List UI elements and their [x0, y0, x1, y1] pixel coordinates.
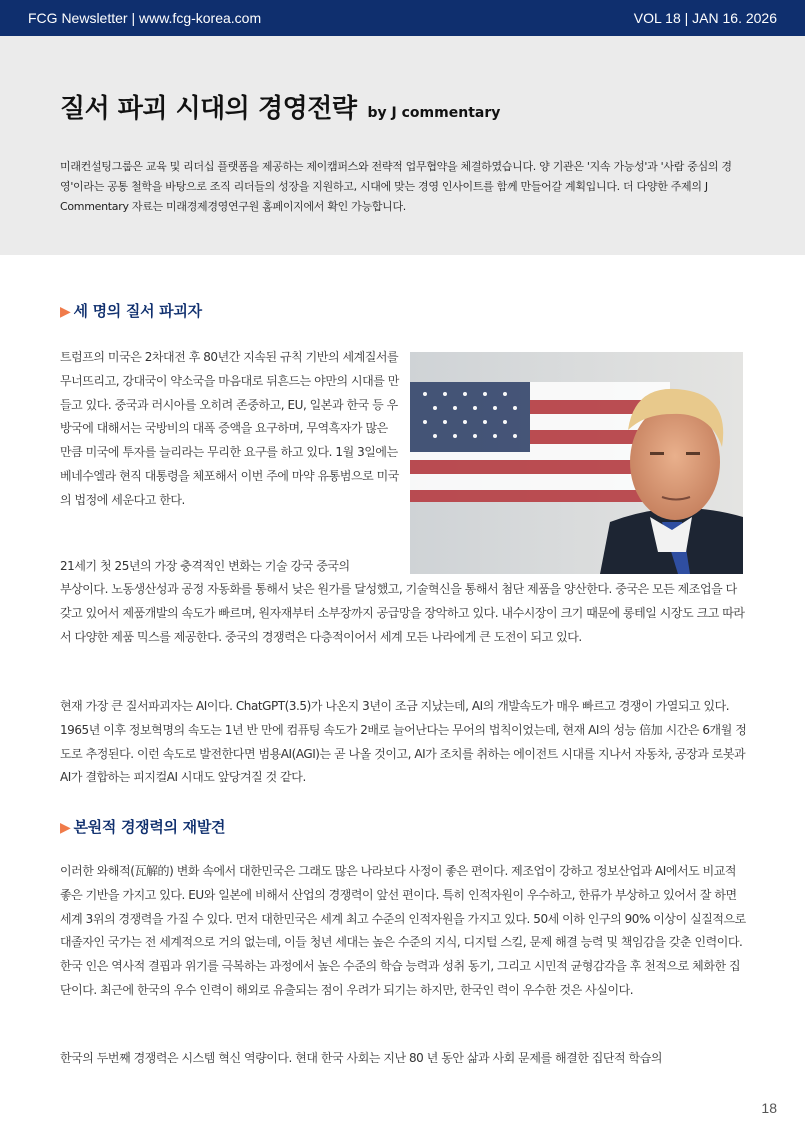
section-heading-1: [60, 300, 202, 321]
byline: by J commentary: [367, 105, 501, 121]
triangle-right-icon: ▶: [60, 820, 71, 836]
portrait-flag-image: [410, 352, 743, 574]
page-number: 18: [761, 1100, 777, 1116]
newsletter-info: FCG Newsletter | www.fcg-korea.com: [28, 10, 262, 26]
issue-info: VOL 18 | JAN 16. 2026: [633, 10, 777, 26]
header-panel: [0, 36, 805, 255]
intro-text: 미래컨설팅그룹은 교육 및 리더십 플랫폼을 제공하는 제이캠퍼스와 전략적 업무협약을 체결하였습니다. 양 기관은 '지속 가능성'과 '사람 중심의 경영'이라는 공통 철학을 바탕으로 조직 리더들의 성장을 지원하고, 시대에 맞는 경영 인사이트를 함께 만들어갈 계획입니다. 더 다양한 주제의 J Commentary 자료는 미래경제경영연구원 홈페이지에서 확인 가능합니다.: [60, 160, 732, 213]
title-row: [60, 88, 500, 125]
triangle-right-icon: ▶: [60, 304, 71, 320]
page-title: 질서 파괴 시대의 경영전략: [60, 94, 357, 124]
section-heading-text: 본원적 경쟁력의 재발견: [73, 818, 226, 836]
paragraph: 한국의 두번째 경쟁력은 시스템 혁신 역량이다. 현대 한국 사회는 지난 80 년 동안 삶과 사회 문제를 해결한 집단적 학습의: [60, 1051, 662, 1065]
section-heading-text: 세 명의 질서 파괴자: [73, 302, 202, 320]
paragraph: 이러한 와해적(瓦解的) 변화 속에서 대한민국은 그래도 많은 나라보다 사정이 좋은 편이다. 제조업이 강하고 정보산업과 AI에서도 비교적 좋은 기반을 가지고 있다. EU와 일본에 비해서 산업의 경쟁력이 앞선 편이다. 특히 인적자원이 우수하고, 한류가 부상하고 있어서 잘 하면 세계 3위의 경쟁력을 가질 수 있다. 먼저 대한민국은 세계 최고 수준의 인적자원을 가지고 있다. 50세 이하 인구의 90% 이상이 실질적으로 대졸자인 국가는 전 세계적으로 거의 없는데, 이들 청년 세대는 높은 수준의 지식, 디지털 스킬, 문제 해결 능력 및 책임감을 갖춘 인력이다. 한국 인은 역사적 결핍과 위기를 극복하는 과정에서 높은 수준의 학습 능력과 성취 동기, 그리고 시민적 균형감각을 후 천적으로 체화한 집단이다. 최근에 한국의 우수 인력이 해외로 유출되는 점이 우려가 되기는 하지만, 한국인 력이 우수한 것은 사실이다.: [60, 864, 746, 997]
paragraph: 현재 가장 큰 질서파괴자는 AI이다. ChatGPT(3.5)가 나온지 3년이 조금 지났는데, AI의 개발속도가 매우 빠르고 경쟁이 가열되고 있다. 1965년 이후 정보혁명의 속도는 1년 반 만에 컴퓨팅 속도가 2배로 늘어난다는 무어의 법칙이었는데, 현재 AI의 성능 倍加 시간은 6개월 정도로 추정된다. 이런 속도로 발전한다면 범용AI(AGI)는 곧 나올 것이고, AI가 조치를 취하는 에이전트 시대를 지나서 자동차, 공장과 로봇과 AI가 결합하는 피지컬AI 시대도 앞당겨질 것 같다.: [60, 699, 747, 785]
portrait-photo: [410, 352, 743, 574]
section-heading-2: [60, 816, 225, 837]
paragraph: 트럼프의 미국은 2차대전 후 80년간 지속된 규칙 기반의 세계질서를 무너뜨리고, 강대국이 약소국을 마음대로 뒤흔드는 야만의 시대를 만들고 있다. 중국과 러시아를 오히려 존중하고, EU, 일본과 한국 등 우방국에 대해서는 국방비의 대폭 증액을 요구하며, 무역흑자가 많은 만큼 미국에 투자를 늘리라는 무리한 요구를 하고 있다. 1월 3일에는 베네수엘라 현직 대통령을 체포해서 이번 주에 마약 유통범으로 미국의 법정에 세운다고 한다.: [60, 350, 399, 507]
paragraph: 21세기 첫 25년의 가장 충격적인 변화는 기술 강국 중국의: [60, 559, 350, 573]
paragraph: 부상이다. 노동생산성과 공정 자동화를 통해서 낮은 원가를 달성했고, 기술혁신을 통해서 첨단 제품을 양산한다. 중국은 모든 제조업을 다 갖고 있어서 제품개발의 속도가 빠르며, 원자재부터 소부장까지 공급망을 장악하고 있다. 내수시장이 크기 때문에 롱테일 시장도 크고 따라서 다양한 제품 믹스를 제공한다. 중국의 경쟁력은 다층적이어서 세계 모든 나라에게 큰 도전이 되고 있다.: [60, 582, 745, 644]
top-bar: [0, 0, 805, 36]
